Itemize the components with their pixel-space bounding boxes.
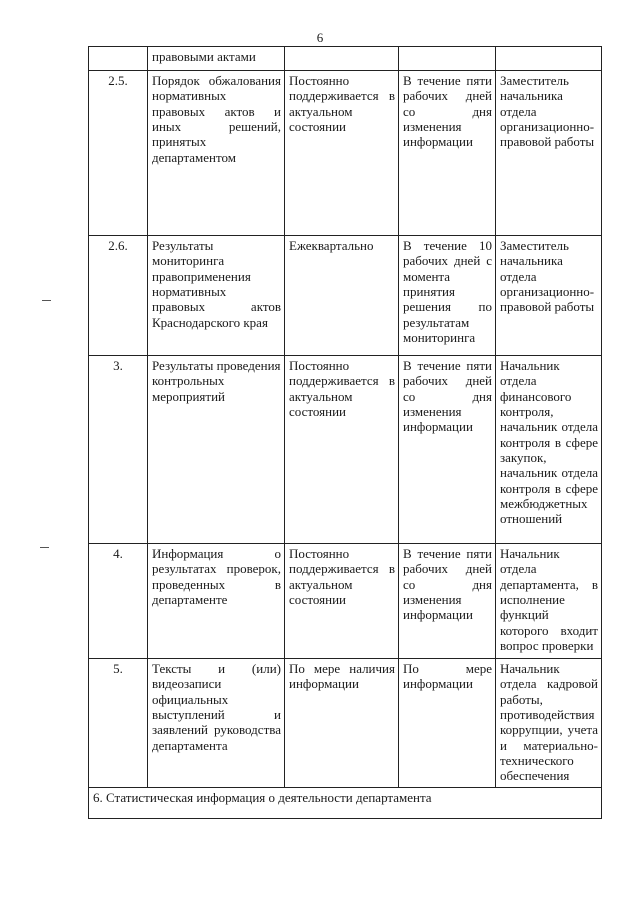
table-row-continuation [89, 47, 602, 71]
row-frequency-cell: Постоянно поддерживается в актуальном состоянии [285, 356, 399, 544]
row-number-cell: 2.5. [89, 71, 148, 236]
row-responsible-cell: Начальник отдела кадровой работы, противодействия коррупции, учета и материально-технического обеспечения [496, 659, 602, 788]
table-row-5 [89, 659, 602, 788]
table-row-section-6 [89, 788, 602, 819]
row-number-cell: 3. [89, 356, 148, 544]
row-number-cell [89, 47, 148, 71]
row-name-cell: правовыми актами [148, 47, 285, 71]
row-term-cell: В течение 10 рабочих дней с момента принятия решения по результатам мониторинга [399, 236, 496, 356]
row-name-cell: Информация о результатах проверок, проведенных в департаменте [148, 544, 285, 659]
page-number: 6 [316, 30, 324, 45]
row-frequency-cell: Ежеквартально [285, 236, 399, 356]
row-term-cell [399, 47, 496, 71]
row-responsible-cell: Начальник отдела финансового контроля, начальник отдела контроля в сфере закупок, начальник отдела контроля в сфере межбюджетных отношений [496, 356, 602, 544]
row-responsible-cell: Заместитель начальника отдела организационно-правовой работы [496, 71, 602, 236]
row-frequency-cell: По мере наличия информации [285, 659, 399, 788]
information-table [88, 46, 602, 819]
table-row-4 [89, 544, 602, 659]
row-name-cell: Тексты и (или) видеозаписи официальных выступлений и заявлений руководства департамента [148, 659, 285, 788]
row-responsible-cell: Начальник отдела департамента, в исполнение функций которого входит вопрос проверки [496, 544, 602, 659]
table-row-3 [89, 356, 602, 544]
row-frequency-cell: Постоянно поддерживается в актуальном состоянии [285, 544, 399, 659]
row-number-cell: 5. [89, 659, 148, 788]
row-number-cell: 4. [89, 544, 148, 659]
row-term-cell: В течение пяти рабочих дней со дня изменения информации [399, 356, 496, 544]
row-term-cell: По мере информации [399, 659, 496, 788]
row-name-cell: Результаты мониторинга правоприменения нормативных правовых актов Краснодарского края [148, 236, 285, 356]
row-frequency-cell: Постоянно поддерживается в актуальном состоянии [285, 71, 399, 236]
table-row-2-5 [89, 71, 602, 236]
section-heading-cell: 6. Статистическая информация о деятельности департамента [89, 788, 602, 819]
row-term-cell: В течение пяти рабочих дней со дня изменения информации [399, 71, 496, 236]
row-frequency-cell [285, 47, 399, 71]
table-row-2-6 [89, 236, 602, 356]
margin-mark [40, 547, 49, 548]
row-number-cell: 2.6. [89, 236, 148, 356]
row-responsible-cell: Заместитель начальника отдела организационно-правовой работы [496, 236, 602, 356]
row-responsible-cell [496, 47, 602, 71]
row-name-cell: Порядок обжалования нормативных правовых актов и иных решений, принятых департаментом [148, 71, 285, 236]
margin-mark [42, 300, 51, 301]
row-name-cell: Результаты проведения контрольных мероприятий [148, 356, 285, 544]
row-term-cell: В течение пяти рабочих дней со дня изменения информации [399, 544, 496, 659]
